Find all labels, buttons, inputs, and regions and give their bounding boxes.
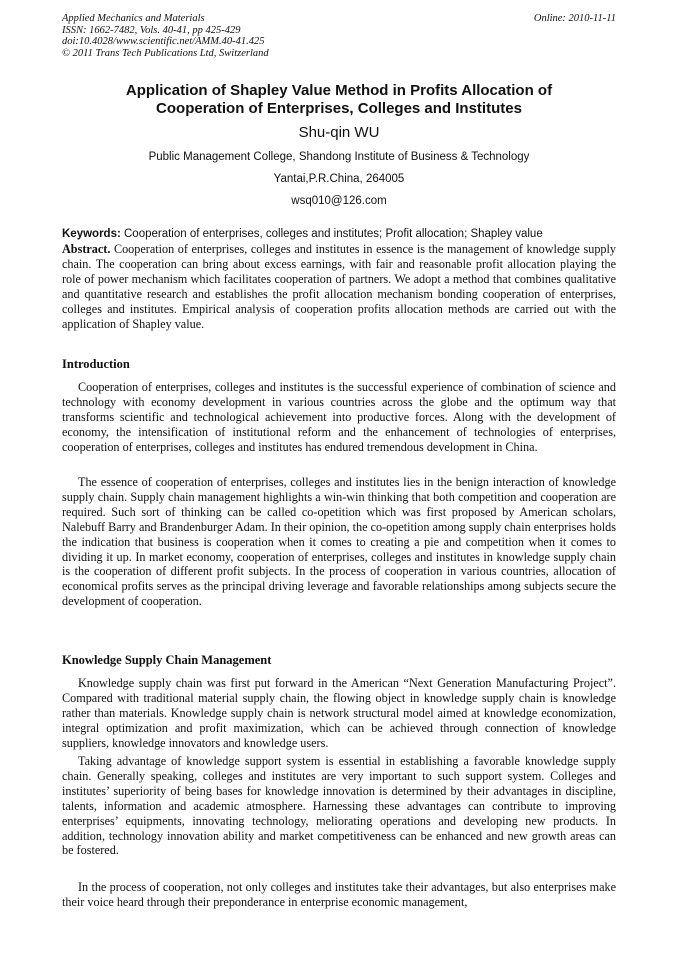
ksc-paragraph-3: In the process of cooperation, not only colleges and institutes take their advantages, but also enterprises make their voice heard through their preponderance in enterprise economic management, xyxy=(62,880,616,909)
intro-paragraph-2: The essence of cooperation of enterprises, colleges and institutes lies in the benign interaction of knowledge supply chain. Supply chain management highlights a win-win thinking that both competition and cooperation are required. Such sort of thinking can be called co-opetition which was first proposed by American scholars, Nalebuff Barry and Brandenburger Adam. In their opinion, the co-opetition among supply chain enterprises holds the indication that business is cooperation when it comes to creating a pie and competition when it comes to dividing it up. In market economy, cooperation of enterprises, colleges and institutes in knowledge supply chain is the cooperation of different profit subjects. In the process of cooperation in various countries, allocation of economical profits serves as the principal driving leverage and favorable relationships among subjects secure the development of cooperation. xyxy=(62,475,616,609)
affiliation-line-1: Public Management College, Shandong Institute of Business & Technology xyxy=(148,151,530,163)
ksc-paragraph-1: Knowledge supply chain was first put forward in the American “Next Generation Manufacturing Project”. Compared with traditional material supply chain, the flowing object in knowledge supply chain is knowledge rather than materials. Knowledge supply chain is network structural model aimed at knowledge economization, integral optimization and profit maximization, which can be achieved through connection of knowledge suppliers, knowledge innovators and knowledge users. xyxy=(62,676,616,750)
abstract xyxy=(62,242,616,331)
abstract-label: Abstract. xyxy=(62,242,111,256)
keywords-label: Keywords: xyxy=(62,228,121,240)
author-email: wsq010@126.com xyxy=(291,195,387,207)
online-date: Online: 2010-11-11 xyxy=(533,13,616,24)
abstract-text: Cooperation of enterprises, colleges and institutes in essence is the management of knowledge supply chain. The cooperation can bring about excess earnings, with fair and reasonable profit allocation playing the role of power mechanism which facilitates cooperation of partners. We adopt a method that combines qualitative and quantitative research and establishes the profit allocation mechanism bonding cooperation of enterprises, colleges and institutes. Empirical analysis of cooperation profits allocation methods are carried out with the application of Shapley value. xyxy=(62,242,616,331)
section-heading-knowledge-supply-chain: Knowledge Supply Chain Management xyxy=(62,653,272,667)
title-line-2: Cooperation of Enterprises, Colleges and Institutes xyxy=(156,100,522,117)
keywords-text: Cooperation of enterprises, colleges and institutes; Profit allocation; Shapley value xyxy=(120,228,543,240)
ksc-paragraph-2: Taking advantage of knowledge support system is essential in establishing a favorable knowledge supply chain. Generally speaking, colleges and institutes are very important to such support system. Colleges and institutes’ superiority of being bases for knowledge innovation is determined by their advantages in discipline, talents, information and academic atmosphere. Harnessing these advantages can contribute to improving enterprises’ equipments, innovating technology, meliorating operations and developing new products. In addition, technology innovation ability and market competitiveness can be enhanced and new growth areas can be fostered. xyxy=(62,754,616,858)
journal-name: Applied Mechanics and Materials xyxy=(62,13,205,24)
doi-line: doi:10.4028/www.scientific.net/AMM.40-41.425 xyxy=(62,36,265,48)
title-line-1: Application of Shapley Value Method in Profits Allocation of xyxy=(125,82,553,99)
paper-title xyxy=(62,82,616,118)
author-name: Shu-qin WU xyxy=(298,124,380,141)
journal-header xyxy=(62,13,616,59)
section-heading-introduction: Introduction xyxy=(62,357,130,371)
affiliation-line-2: Yantai,P.R.China, 264005 xyxy=(273,173,405,185)
keywords xyxy=(62,227,616,241)
issn-line: ISSN: 1662-7482, Vols. 40-41, pp 425-429 xyxy=(62,24,241,36)
copyright-line: © 2011 Trans Tech Publications Ltd, Switzerland xyxy=(62,47,269,59)
intro-paragraph-1: Cooperation of enterprises, colleges and institutes is the successful experience of combination of science and technology with economy development in various countries across the globe and the optimum way that transforms scientific and technological achievement into productive forces. Along with the development of economy, the intensification of institutional reform and the enhancement of technologies of enterprises, cooperation of enterprises, colleges and institutes has endured tremendous development in China. xyxy=(62,380,616,454)
